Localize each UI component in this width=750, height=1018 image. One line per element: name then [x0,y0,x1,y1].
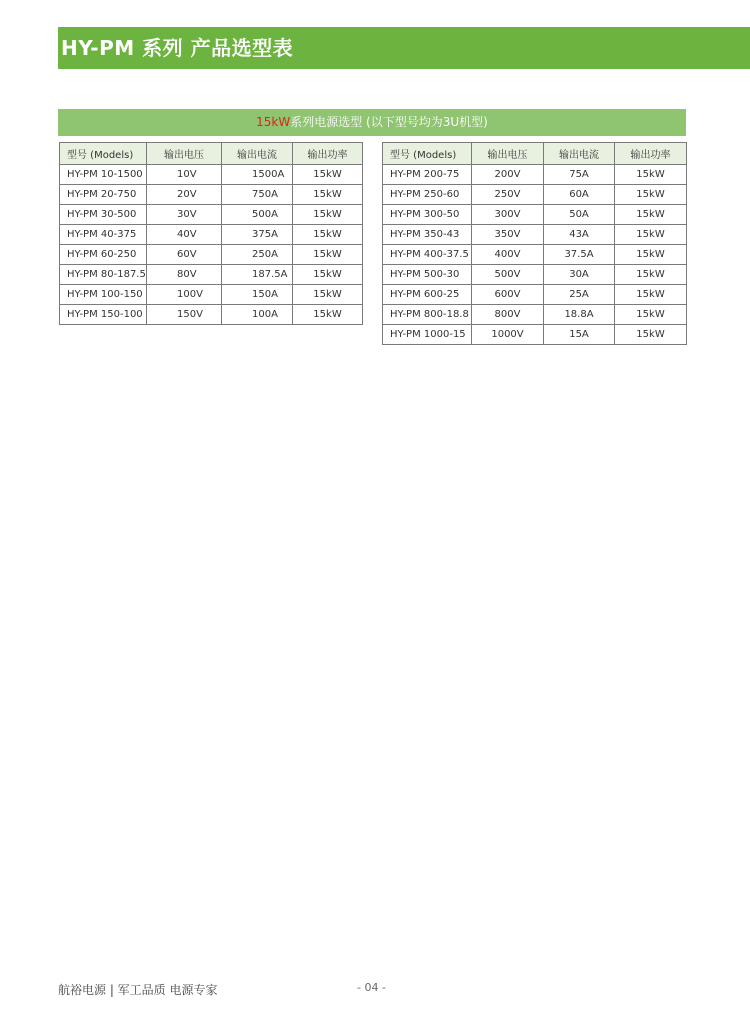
cell-power: 15kW [293,165,363,185]
cell-model: HY-PM 400-37.5 [383,245,472,265]
cell-voltage: 500V [472,265,544,285]
table-row [383,325,687,345]
cell-current: 75A [544,165,615,185]
table-row [60,305,363,325]
cell-current: 60A [544,185,615,205]
cell-voltage: 30V [147,205,222,225]
header-bar [58,27,750,69]
cell-model: HY-PM 500-30 [383,265,472,285]
cell-model: HY-PM 80-187.5 [60,265,147,285]
cell-current: 50A [544,205,615,225]
cell-voltage: 20V [147,185,222,205]
cell-power: 15kW [615,265,687,285]
cell-voltage: 1000V [472,325,544,345]
cell-voltage: 80V [147,265,222,285]
cell-voltage: 400V [472,245,544,265]
cell-model: HY-PM 800-18.8 [383,305,472,325]
cell-power: 15kW [293,225,363,245]
cell-current: 37.5A [544,245,615,265]
cell-model: HY-PM 20-750 [60,185,147,205]
spec-table-left [59,142,363,325]
cell-model: HY-PM 150-100 [60,305,147,325]
cell-model: HY-PM 60-250 [60,245,147,265]
cell-model: HY-PM 300-50 [383,205,472,225]
col-power: 输出功率 [293,143,363,165]
table-header-row [60,143,363,165]
page-title: HY-PM 系列 产品选型表 [61,36,294,60]
table-row [60,225,363,245]
table-row [383,205,687,225]
cell-current: 30A [544,265,615,285]
cell-current: 43A [544,225,615,245]
cell-current: 25A [544,285,615,305]
table-row [383,225,687,245]
cell-power: 15kW [615,325,687,345]
cell-voltage: 200V [472,165,544,185]
cell-power: 15kW [293,245,363,265]
table-row [383,245,687,265]
cell-power: 15kW [293,185,363,205]
col-current: 输出电流 [222,143,293,165]
table-row [60,165,363,185]
col-model: 型号 (Models) [383,143,472,165]
cell-model: HY-PM 1000-15 [383,325,472,345]
cell-power: 15kW [615,225,687,245]
cell-current: 100A [222,305,293,325]
cell-current: 250A [222,245,293,265]
col-voltage: 输出电压 [472,143,544,165]
cell-model: HY-PM 10-1500 [60,165,147,185]
cell-power: 15kW [293,205,363,225]
cell-model: HY-PM 250-60 [383,185,472,205]
cell-voltage: 10V [147,165,222,185]
table-row [383,305,687,325]
cell-voltage: 800V [472,305,544,325]
col-power: 输出功率 [615,143,687,165]
cell-current: 187.5A [222,265,293,285]
col-model: 型号 (Models) [60,143,147,165]
cell-current: 18.8A [544,305,615,325]
cell-power: 15kW [615,245,687,265]
cell-voltage: 250V [472,185,544,205]
cell-power: 15kW [615,205,687,225]
footer-company: 航裕电源 | 军工品质 电源专家 [58,983,218,997]
cell-model: HY-PM 30-500 [60,205,147,225]
cell-voltage: 100V [147,285,222,305]
cell-power: 15kW [615,305,687,325]
cell-voltage: 300V [472,205,544,225]
cell-current: 1500A [222,165,293,185]
page-number: - 04 - [357,981,386,994]
table-row [60,265,363,285]
cell-power: 15kW [615,165,687,185]
table-row [60,285,363,305]
cell-power: 15kW [615,285,687,305]
banner-power: 15kW [256,115,291,129]
cell-current: 15A [544,325,615,345]
table-row [60,205,363,225]
col-voltage: 输出电压 [147,143,222,165]
table-row [383,285,687,305]
table-row [383,165,687,185]
cell-power: 15kW [293,305,363,325]
cell-voltage: 350V [472,225,544,245]
cell-voltage: 40V [147,225,222,245]
cell-model: HY-PM 40-375 [60,225,147,245]
cell-model: HY-PM 200-75 [383,165,472,185]
table-row [383,185,687,205]
cell-voltage: 150V [147,305,222,325]
spec-table-right [382,142,687,345]
cell-current: 150A [222,285,293,305]
cell-power: 15kW [293,265,363,285]
cell-current: 375A [222,225,293,245]
table-row [60,185,363,205]
cell-model: HY-PM 600-25 [383,285,472,305]
table-row [60,245,363,265]
cell-model: HY-PM 100-150 [60,285,147,305]
cell-power: 15kW [615,185,687,205]
cell-model: HY-PM 350-43 [383,225,472,245]
banner-text: 系列电源选型 (以下型号均为3U机型) [290,115,488,129]
section-banner [58,109,686,136]
cell-voltage: 600V [472,285,544,305]
cell-voltage: 60V [147,245,222,265]
col-current: 输出电流 [544,143,615,165]
cell-current: 750A [222,185,293,205]
cell-power: 15kW [293,285,363,305]
table-header-row [383,143,687,165]
cell-current: 500A [222,205,293,225]
table-row [383,265,687,285]
